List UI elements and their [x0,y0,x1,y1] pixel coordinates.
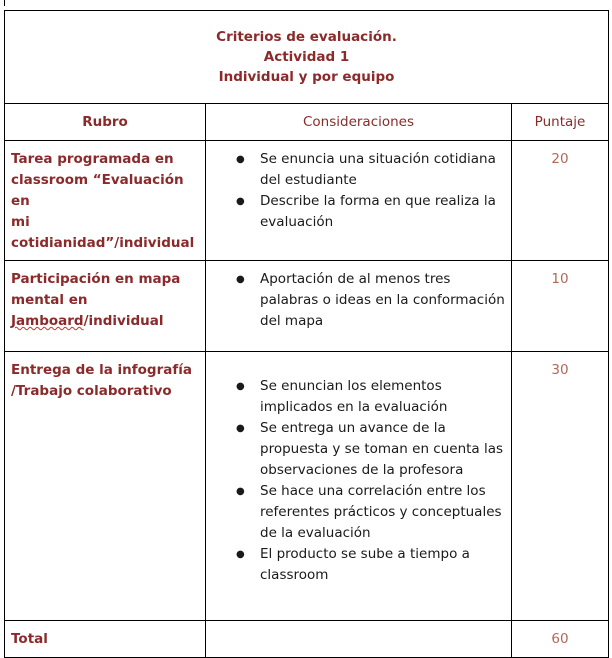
column-header-rubro: Rubro [5,104,206,141]
rubro-text: /Trabajo colaborativo [11,383,172,399]
bullet-list [206,352,511,592]
spellcheck-underlined-word: Jamboard [11,313,84,329]
rubro-cell [5,352,206,621]
column-header-consideraciones: Consideraciones [206,104,512,141]
rubro-text: cotidianidad”/individual [11,235,195,251]
rubro-text: Tarea programada en [11,151,174,167]
total-row [5,621,609,658]
consideraciones-cell [206,261,512,352]
column-header-puntaje: Puntaje [512,104,609,141]
table-row [5,141,609,261]
puntaje-cell: 10 [512,261,609,352]
rubro-text: Participación en mapa [11,271,181,287]
consideraciones-cell [206,141,512,261]
page-edge-marker [4,0,5,6]
puntaje-cell: 20 [512,141,609,261]
rubro-text: mental en [11,292,88,308]
rubro-cell [5,261,206,352]
rubro-suffix: /individual [83,313,164,329]
list-item: ● Se entrega un avance de la propuesta y se toman en cuenta las observaciones de la profesora [230,418,505,481]
total-puntaje: 60 [512,621,609,658]
title-line-3: Individual y por equipo [218,69,395,85]
table-row [5,352,609,621]
total-label: Total [5,621,206,658]
list-item: ● El producto se sube a tiempo a classroom [230,544,505,586]
table-title [5,11,609,104]
puntaje-cell: 30 [512,352,609,621]
list-item: ● Se enuncia una situación cotidiana del estudiante [230,149,505,191]
rubro-text: mi [11,214,30,230]
title-line-1: Criterios de evaluación. [216,29,397,45]
list-item: ● Aportación de al menos tres palabras o ideas en la conformación del mapa [230,269,505,332]
evaluation-criteria-table [4,10,609,658]
rubro-cell [5,141,206,261]
total-empty-cell [206,621,512,658]
table-row [5,261,609,352]
list-item: ● Se enuncian los elementos implicados en la evaluación [230,376,505,418]
rubro-text: classroom “Evaluación en [11,172,184,209]
title-line-2: Actividad 1 [263,49,350,65]
consideraciones-cell [206,352,512,621]
bullet-list [206,261,511,338]
bullet-list [206,141,511,239]
rubro-text [11,311,199,332]
rubro-text: Entrega de la infografía [11,362,192,378]
list-item: ● Se hace una correlación entre los referentes prácticos y conceptuales de la evaluación [230,481,505,544]
list-item: ● Describe la forma en que realiza la evaluación [230,191,505,233]
